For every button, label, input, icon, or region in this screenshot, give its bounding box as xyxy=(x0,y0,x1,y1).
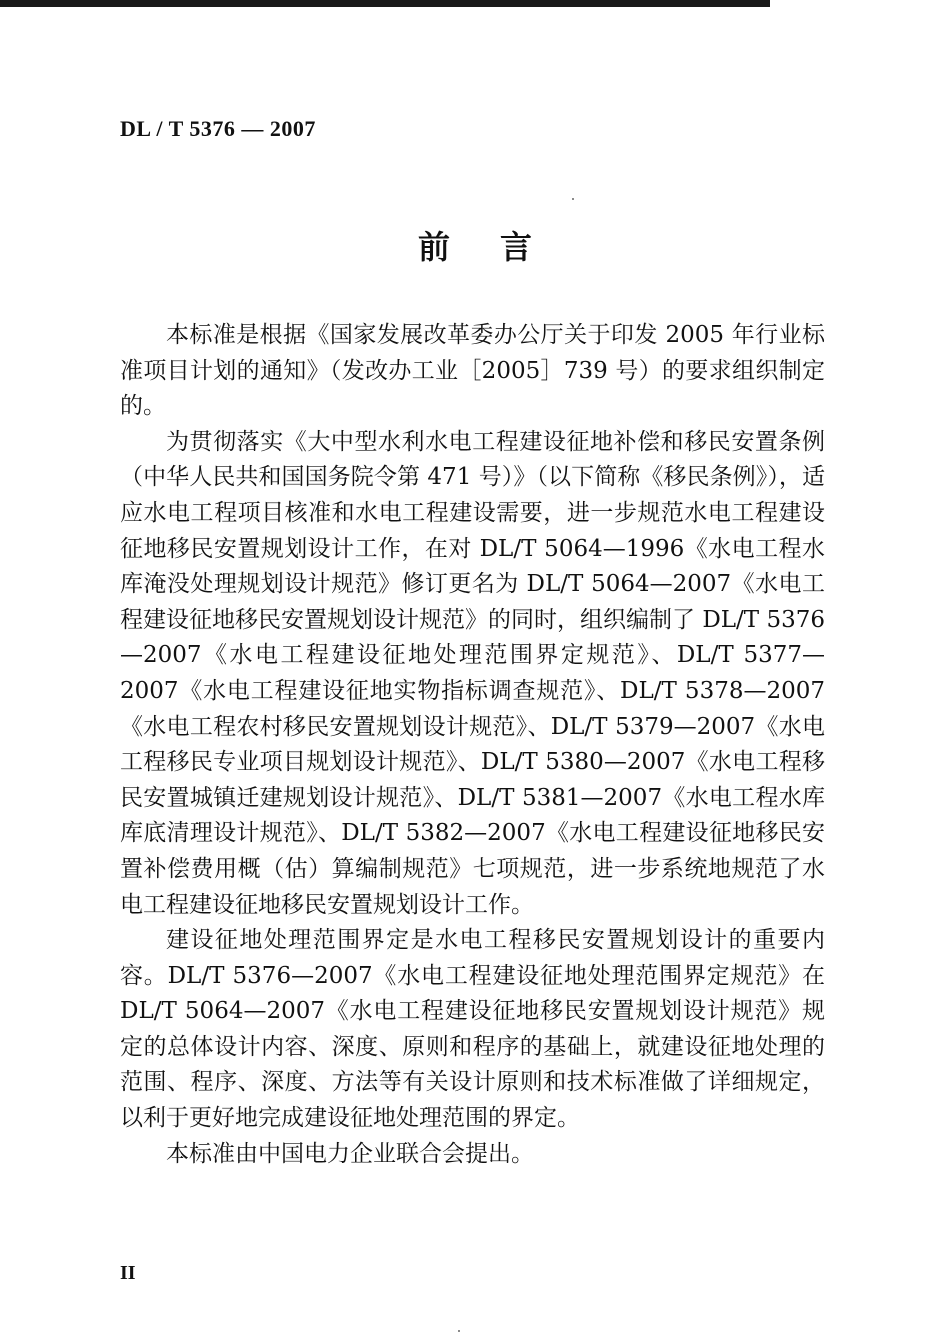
scan-speck xyxy=(458,1330,460,1332)
top-border-rule xyxy=(0,0,770,7)
document-body xyxy=(120,318,825,1172)
paragraph-1: 本标准是根据《国家发展改革委办公厅关于印发 2005 年行业标准项目计划的通知》（发改办工业［2005］739 号）的要求组织制定的。 xyxy=(120,322,825,420)
scan-speck xyxy=(572,198,574,200)
standard-code: DL / T 5376 — 2007 xyxy=(120,116,316,141)
paragraph-2: 为贯彻落实《大中型水利水电工程建设征地补偿和移民安置条例（中华人民共和国国务院令第 471 号）》（以下简称《移民条例》），适应水电工程项目核准和水电工程建设需要，进一步规范水电工程建设征地移民安置规划设计工作，在对 DL/T 5064—1996《水电工程水库淹没处理规划设计规范》修订更名为 DL/T 5064—2007《水电工程建设征地移民安置规划设计规范》的同时，组织编制了 DL/T 5376—2007《水电工程建设征地处理范围界定规范》、DL/T 5377—2007《水电工程建设征地实物指标调查规范》、DL/T 5378—2007《水电工程农村移民安置规划设计规范》、DL/T 5379—2007《水电工程移民专业项目规划设计规范》、DL/T 5380—2007《水电工程移民安置城镇迁建规划设计规范》、DL/T 5381—2007《水电工程水库库底清理设计规范》、DL/T 5382—2007《水电工程建设征地移民安置补偿费用概（估）算编制规范》七项规范，进一步系统地规范了水电工程建设征地移民安置规划设计工作。 xyxy=(120,428,825,918)
page-number: II xyxy=(120,1262,136,1284)
paragraph-4: 本标准由中国电力企业联合会提出。 xyxy=(166,1140,534,1167)
page-title: 前言 xyxy=(417,228,582,266)
paragraph-3: 建设征地处理范围界定是水电工程移民安置规划设计的重要内容。DL/T 5376—2007《水电工程建设征地处理范围界定规范》在 DL/T 5064—2007《水电工程建设征地移民安置规划设计规范》规定的总体设计内容、深度、原则和程序的基础上，就建设征地处理的范围、程序、深度、方法等有关设计原则和技术标准做了详细规定，以利于更好地完成建设征地处理范围的界定。 xyxy=(120,927,825,1132)
